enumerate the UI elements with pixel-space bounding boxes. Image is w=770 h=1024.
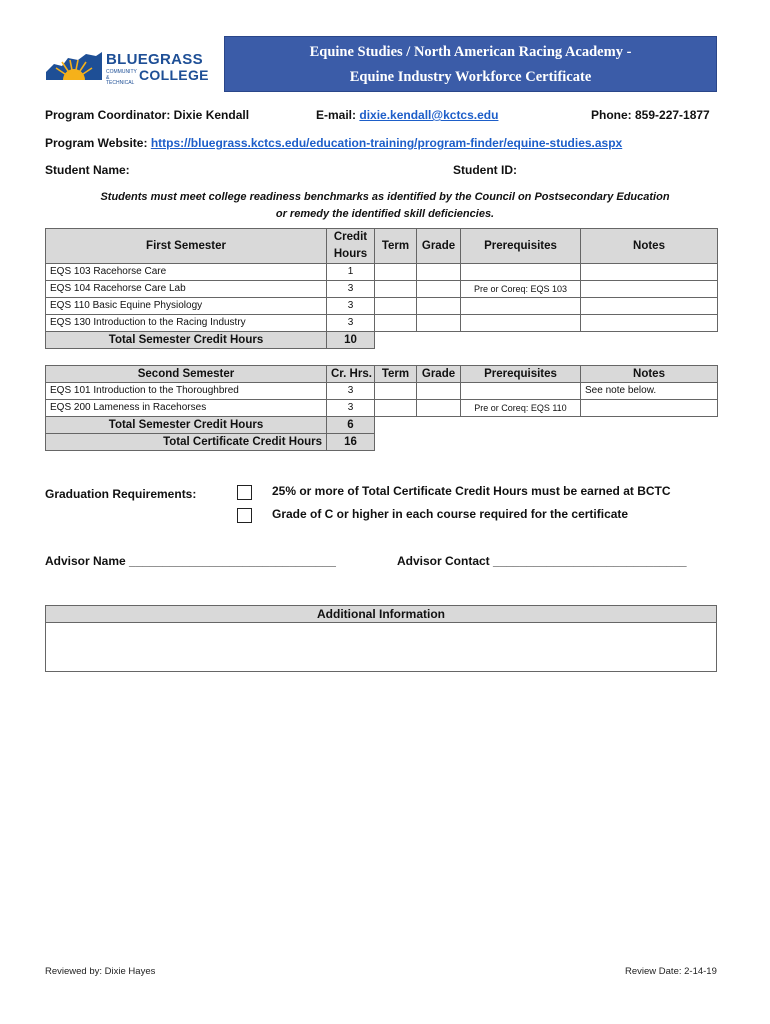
course-name: EQS 110 Basic Equine Physiology <box>46 298 327 315</box>
course-credits: 3 <box>327 298 375 315</box>
certificate-total-row <box>46 434 718 451</box>
course-credits: 3 <box>327 383 375 400</box>
course-name: EQS 130 Introduction to the Racing Industry <box>46 315 327 332</box>
graduation-requirements-label: Graduation Requirements: <box>45 487 197 501</box>
course-name: EQS 104 Racehorse Care Lab <box>46 281 327 298</box>
advisor-contact-line[interactable]: _____________________________ <box>493 554 687 568</box>
term-cell[interactable] <box>375 264 417 281</box>
program-coordinator: Program Coordinator: Dixie Kendall <box>45 108 250 122</box>
column-header-credit-hours: Cr. Hrs. <box>327 366 375 383</box>
credit-header-line-2: Hours <box>333 248 368 260</box>
readiness-notice-line-1: Students must meet college readiness benchmarks as identified by the Council on Postsecondary Education <box>100 191 670 203</box>
column-header-grade: Grade <box>417 229 461 264</box>
table-row <box>46 315 718 332</box>
notes-cell <box>581 264 718 281</box>
certificate-total-value: 16 <box>327 434 375 451</box>
kentucky-sun-icon <box>44 50 104 84</box>
course-credits: 3 <box>327 315 375 332</box>
requirement-2-checkbox[interactable] <box>237 508 252 523</box>
column-header-term: Term <box>375 366 417 383</box>
website-link[interactable]: https://bluegrass.kctcs.edu/education-training/program-finder/equine-studies.aspx <box>150 136 623 150</box>
term-cell[interactable] <box>375 400 417 417</box>
certificate-total-label: Total Certificate Credit Hours <box>46 434 327 451</box>
student-id-label: Student ID: <box>453 163 517 177</box>
requirement-1-text: 25% or more of Total Certificate Credit Hours must be earned at BCTC <box>272 484 671 498</box>
table-row <box>46 383 718 400</box>
advisor-contact-label: Advisor Contact <box>397 554 490 568</box>
second-semester-table <box>45 365 718 451</box>
notes-cell <box>581 298 718 315</box>
prerequisite-cell <box>461 383 581 400</box>
requirement-1-checkbox[interactable] <box>237 485 252 500</box>
document-title-line-2: Equine Industry Workforce Certificate <box>349 69 592 85</box>
term-cell[interactable] <box>375 383 417 400</box>
column-header-credit-hours <box>327 229 375 264</box>
table-row <box>46 298 718 315</box>
advisor-name-label: Advisor Name <box>45 554 126 568</box>
grade-cell[interactable] <box>417 315 461 332</box>
course-name: EQS 200 Lameness in Racehorses <box>46 400 327 417</box>
website-label: Program Website: <box>45 136 148 150</box>
column-header-grade: Grade <box>417 366 461 383</box>
additional-information-box <box>45 605 717 672</box>
requirement-2-text: Grade of C or higher in each course required for the certificate <box>272 507 629 521</box>
grade-cell[interactable] <box>417 400 461 417</box>
logo-text-community: COMMUNITY & TECHNICAL <box>106 69 137 86</box>
prerequisite-cell: Pre or Coreq: EQS 110 <box>461 400 581 417</box>
course-credits: 3 <box>327 400 375 417</box>
semester-total-row <box>46 332 718 349</box>
advisor-name-line[interactable]: _______________________________ <box>129 554 336 568</box>
college-logo <box>44 50 220 84</box>
notes-cell: See note below. <box>581 383 718 400</box>
table-header-row <box>46 366 718 383</box>
prerequisite-cell: Pre or Coreq: EQS 103 <box>461 281 581 298</box>
grade-cell[interactable] <box>417 264 461 281</box>
document-title-banner <box>224 36 717 92</box>
readiness-notice-line-2: or remedy the identified skill deficiencies. <box>275 208 495 220</box>
notes-cell <box>581 400 718 417</box>
prerequisite-cell <box>461 315 581 332</box>
term-cell[interactable] <box>375 281 417 298</box>
advisor-name-field <box>45 554 336 568</box>
course-name: EQS 101 Introduction to the Thoroughbred <box>46 383 327 400</box>
column-header-term: Term <box>375 229 417 264</box>
blank-cell <box>375 434 718 451</box>
column-header-prerequisites: Prerequisites <box>461 366 581 383</box>
reviewed-by: Reviewed by: Dixie Hayes <box>45 966 156 977</box>
course-name: EQS 103 Racehorse Care <box>46 264 327 281</box>
logo-text-bluegrass: BLUEGRASS <box>106 51 203 68</box>
blank-cell <box>375 417 718 434</box>
prerequisite-cell <box>461 264 581 281</box>
notes-cell <box>581 281 718 298</box>
semester-total-label: Total Semester Credit Hours <box>46 332 327 349</box>
email-link[interactable]: dixie.kendall@kctcs.edu <box>359 108 499 122</box>
prerequisite-cell <box>461 298 581 315</box>
semester-total-row <box>46 417 718 434</box>
additional-information-body[interactable] <box>46 623 716 671</box>
readiness-notice <box>0 189 770 223</box>
advisor-contact-field <box>397 554 687 568</box>
logo-text-college: COLLEGE <box>139 67 209 83</box>
grade-cell[interactable] <box>417 281 461 298</box>
blank-cell <box>375 332 718 349</box>
semester-total-label: Total Semester Credit Hours <box>46 417 327 434</box>
email-line <box>316 108 498 122</box>
column-header-course: Second Semester <box>46 366 327 383</box>
grade-cell[interactable] <box>417 383 461 400</box>
grade-cell[interactable] <box>417 298 461 315</box>
term-cell[interactable] <box>375 298 417 315</box>
first-semester-table <box>45 228 718 349</box>
table-header-row <box>46 229 718 264</box>
term-cell[interactable] <box>375 315 417 332</box>
document-title-line-1: Equine Studies / North American Racing Academy - <box>309 44 632 60</box>
table-row <box>46 400 718 417</box>
column-header-course: First Semester <box>46 229 327 264</box>
email-label: E-mail: <box>316 108 357 122</box>
semester-total-value: 6 <box>327 417 375 434</box>
review-date: Review Date: 2-14-19 <box>625 966 717 977</box>
table-row <box>46 264 718 281</box>
course-credits: 3 <box>327 281 375 298</box>
notes-cell <box>581 315 718 332</box>
semester-total-value: 10 <box>327 332 375 349</box>
program-website-line <box>45 136 622 150</box>
column-header-prerequisites: Prerequisites <box>461 229 581 264</box>
table-row <box>46 281 718 298</box>
credit-header-line-1: Credit <box>333 231 368 243</box>
column-header-notes: Notes <box>581 229 718 264</box>
column-header-notes: Notes <box>581 366 718 383</box>
student-name-label: Student Name: <box>45 163 130 177</box>
additional-information-title: Additional Information <box>46 606 716 623</box>
phone-number: Phone: 859-227-1877 <box>591 108 710 122</box>
course-credits: 1 <box>327 264 375 281</box>
